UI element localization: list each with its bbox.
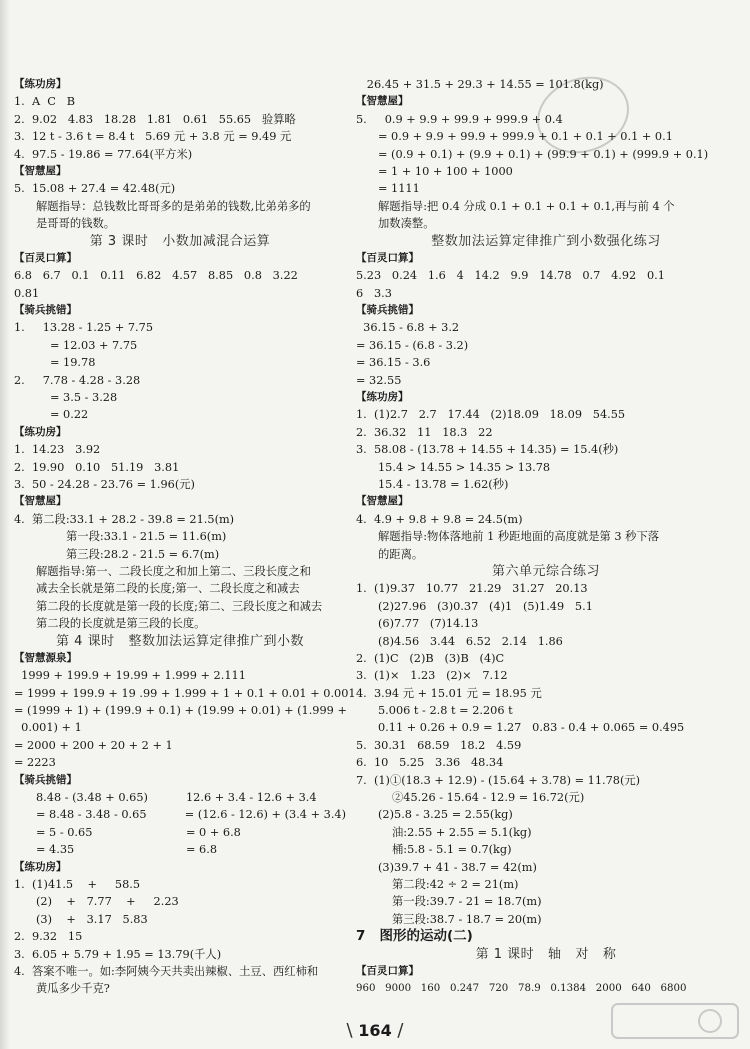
answer-line: 1. A C B (14, 95, 76, 109)
answer-line: (3) + 3.17 5.83 (36, 912, 148, 926)
answer-pair-right: 12.6 + 3.4 - 12.6 + 3.4 (186, 791, 317, 805)
answer-pair-right: = (12.6 - 12.6) + (3.4 + 3.4) (184, 808, 346, 822)
answer-line: (2) + 7.77 + 2.23 (36, 895, 179, 909)
answer-line: 5. 0.9 + 9.9 + 99.9 + 999.9 + 0.4 (356, 112, 563, 126)
answer-line: 4. 4.9 + 9.8 + 9.8 = 24.5(m) (356, 512, 523, 526)
answer-line: 解题指导：总钱数比哥哥多的是弟弟的钱数,比弟弟多的 (36, 199, 311, 213)
answer-line: 6.8 6.7 0.1 0.11 6.82 4.57 8.85 0.8 3.22 (14, 269, 298, 283)
answer-line: 第三段:28.2 - 21.5 = 6.7(m) (66, 547, 220, 561)
answer-line: 解题指导:第一、二段长度之和加上第二、三段长度之和 (36, 564, 311, 578)
answer-line: 油:2.55 + 2.55 = 5.1(kg) (392, 825, 532, 839)
answer-line: 15.4 - 13.78 = 1.62(秒) (378, 477, 509, 491)
answer-line: = 36.15 - 3.6 (356, 356, 431, 370)
answer-line: = 32.55 (356, 373, 402, 387)
answer-line: = 2223 (14, 756, 56, 770)
section-tag: 【智慧屋】 (14, 495, 67, 508)
answer-line: 4. 97.5 - 19.86 = 77.64(平方米) (14, 147, 193, 161)
section-tag: 【百灵口算】 (14, 251, 77, 264)
answer-line: 4. 答案不唯一。如:李阿姨今天共卖出辣椒、土豆、西红柿和 (14, 964, 319, 978)
answer-line: 2. 9.32 15 (14, 930, 83, 944)
page-number-value: 164 (358, 1021, 392, 1040)
answer-line: 解题指导:物体落地前 1 秒距地面的高度就是第 3 秒下落 (378, 530, 660, 544)
answer-line: 桶:5.8 - 5.1 = 0.7(kg) (392, 843, 512, 857)
answer-line: 第二段的长度就是第一段的长度;第二、三段长度之和减去 (36, 599, 323, 613)
section-tag: 【百灵口算】 (356, 964, 419, 977)
lesson-heading: 整数加法运算定律推广到小数强化练习 (431, 233, 661, 249)
section-tag: 【练功房】 (14, 425, 67, 438)
answer-line: 1. (1)41.5 + 58.5 (14, 877, 141, 891)
lesson-heading: 第 4 课时 整数加法运算定律推广到小数 (56, 633, 304, 649)
answer-line: 加数凑整。 (378, 217, 435, 231)
watermark-logo (610, 1000, 740, 1042)
answer-line: = 2000 + 200 + 20 + 2 + 1 (14, 738, 173, 752)
section-tag: 【骑兵挑错】 (14, 773, 77, 786)
answer-line: 3. 58.08 - (13.78 + 14.55 + 14.35) = 15.4(秒) (356, 443, 619, 457)
unit-heading: 7 图形的运动(二) (356, 928, 473, 945)
answer-line: = 0.9 + 9.9 + 99.9 + 999.9 + 0.1 + 0.1 + 0.1 + 0.1 (378, 130, 673, 144)
answer-line: 3. 50 - 24.28 - 23.76 = 1.96(元) (14, 477, 195, 491)
answer-line: (3)39.7 + 41 - 38.7 = 42(m) (378, 860, 537, 874)
section-tag: 【智慧源泉】 (14, 651, 77, 664)
answer-line: = 19.78 (50, 356, 96, 370)
answer-line: 4. 3.94 元 + 15.01 元 = 18.95 元 (356, 686, 542, 700)
answer-pair-left: 8.48 - (3.48 + 0.65) (36, 791, 148, 805)
page-number: \ 164 / (346, 1020, 404, 1041)
answer-line: 2. (1)C (2)B (3)B (4)C (356, 651, 505, 665)
lesson-heading: 第 3 课时 小数加减混合运算 (89, 233, 271, 249)
answer-line: 26.45 + 31.5 + 29.3 + 14.55 = 101.8(kg) (356, 78, 604, 91)
answer-line: 3. 12 t - 3.6 t = 8.4 t 5.69 元 + 3.8 元 = 9.49 元 (14, 130, 292, 144)
answer-line: 6 3.3 (356, 286, 392, 300)
answer-line: 减去全长就是第二段的长度;第一、二段长度之和减去 (36, 582, 300, 596)
answer-line: 5. 15.08 + 27.4 = 42.48(元) (14, 182, 176, 196)
answer-pair-left: = 4.35 (36, 843, 75, 857)
answer-line: ②45.26 - 15.64 - 12.9 = 16.72(元) (392, 791, 585, 805)
answer-line: 第一段:39.7 - 21 = 18.7(m) (392, 895, 542, 909)
answer-line: (8)4.56 3.44 6.52 2.14 1.86 (378, 634, 563, 648)
section-tag: 【练功房】 (356, 391, 409, 404)
answer-line: 1999 + 199.9 + 19.99 + 1.999 + 2.111 (14, 669, 246, 683)
answer-line: 7. (1)①(18.3 + 12.9) - (15.64 + 3.78) = 11.78(元) (356, 773, 641, 787)
answer-line: 第二段:42 ÷ 2 = 21(m) (392, 877, 519, 891)
answer-line: 解题指导:把 0.4 分成 0.1 + 0.1 + 0.1 + 0.1,再与前 4 个 (378, 199, 675, 213)
section-tag: 【练功房】 (14, 860, 67, 873)
answer-line: 5.23 0.24 1.6 4 14.2 9.9 14.78 0.7 4.92 0.1 (356, 269, 665, 283)
answer-line: = 1 + 10 + 100 + 1000 (378, 164, 513, 178)
answer-pair-line (14, 841, 346, 858)
answer-pair-left: = 5 - 0.65 (36, 825, 93, 839)
answer-line: 960 9000 160 0.247 720 78.9 0.1384 2000 640 6800 (356, 983, 687, 995)
answer-line: 0.001) + 1 (14, 721, 82, 735)
answer-line: 0.11 + 0.26 + 0.9 = 1.27 0.83 - 0.4 + 0.065 = 0.495 (378, 721, 685, 735)
answer-line: = 12.03 + 7.75 (50, 338, 138, 352)
page-edge-shadow (0, 0, 10, 1049)
answer-line: 1. (1)9.37 10.77 21.29 31.27 20.13 (356, 582, 588, 596)
section-tag: 【智慧屋】 (356, 495, 409, 508)
section-tag: 【智慧屋】 (14, 164, 67, 177)
answer-line: 3. 6.05 + 5.79 + 1.95 = 13.79(千人) (14, 947, 222, 961)
answer-line: 的距离。 (378, 547, 424, 561)
answer-pair-right: = 6.8 (186, 843, 218, 857)
answer-line: = 36.15 - (6.8 - 3.2) (356, 338, 469, 352)
answer-line: 2. 36.32 11 18.3 22 (356, 425, 493, 439)
answer-line: 4. 第二段:33.1 + 28.2 - 39.8 = 21.5(m) (14, 512, 235, 526)
right-column (356, 76, 736, 998)
section-tag: 【智慧屋】 (356, 95, 409, 108)
answer-line: 1. 14.23 3.92 (14, 443, 101, 457)
answer-pair-line (14, 789, 346, 806)
answer-line: 2. 9.02 4.83 18.28 1.81 0.61 55.65 验算略 (14, 112, 296, 126)
answer-line: 0.81 (14, 286, 40, 300)
section-tag: 【百灵口算】 (356, 251, 419, 264)
section-tag: 【骑兵挑错】 (356, 304, 419, 317)
answer-line: = 1999 + 199.9 + 19 .99 + 1.999 + 1 + 0.1 + 0.01 + 0.001 (14, 686, 356, 700)
answer-line: = 0.22 (50, 408, 89, 422)
answer-line: 3. (1)× 1.23 (2)× 7.12 (356, 669, 508, 683)
answer-line: 1. 13.28 - 1.25 + 7.75 (14, 321, 154, 335)
answer-line: 15.4 > 14.55 > 14.35 > 13.78 (378, 460, 551, 474)
answer-line: = (1999 + 1) + (199.9 + 0.1) + (19.99 + 0.01) + (1.999 + (14, 704, 347, 718)
answer-line: 是哥哥的钱数。 (36, 217, 116, 231)
section-tag: 【骑兵挑错】 (14, 304, 77, 317)
answer-line: 黄瓜多少千克? (36, 982, 110, 996)
answer-line: (6)7.77 (7)14.13 (378, 617, 479, 631)
lesson-heading: 第 1 课时 轴 对 称 (475, 946, 617, 962)
answer-line: 2. 19.90 0.10 51.19 3.81 (14, 460, 180, 474)
answer-line: 第三段:38.7 - 18.7 = 20(m) (392, 912, 542, 926)
answer-line: 2. 7.78 - 4.28 - 3.28 (14, 373, 141, 387)
answer-line: 1. (1)2.7 2.7 17.44 (2)18.09 18.09 54.55 (356, 408, 626, 422)
answer-line: = (0.9 + 0.1) + (9.9 + 0.1) + (99.9 + 0.1) + (999.9 + 0.1) (378, 147, 709, 161)
answer-line: 第一段:33.1 - 21.5 = 11.6(m) (66, 530, 227, 544)
answer-pair-line (14, 824, 346, 841)
section-tag: 【练功房】 (14, 78, 67, 90)
answer-line: 36.15 - 6.8 + 3.2 (356, 321, 460, 335)
answer-line: = 1111 (378, 182, 420, 196)
answer-pair-left: = 8.48 - 3.48 - 0.65 (36, 808, 147, 822)
answer-line: 5. 30.31 68.59 18.2 4.59 (356, 738, 522, 752)
answer-pair-line (14, 806, 346, 823)
answer-line: 第二段的长度就是第三段的长度。 (36, 617, 206, 631)
answer-line: 5.006 t - 2.8 t = 2.206 t (378, 704, 513, 718)
answer-line: 6. 10 5.25 3.36 48.34 (356, 756, 504, 770)
answer-line: (2)5.8 - 3.25 = 2.55(kg) (378, 808, 513, 822)
answer-pair-right: = 0 + 6.8 (186, 825, 241, 839)
answer-line: (2)27.96 (3)0.37 (4)1 (5)1.49 5.1 (378, 599, 593, 613)
left-column (14, 76, 356, 998)
answer-line: = 3.5 - 3.28 (50, 391, 118, 405)
lesson-heading: 第六单元综合练习 (491, 563, 600, 579)
